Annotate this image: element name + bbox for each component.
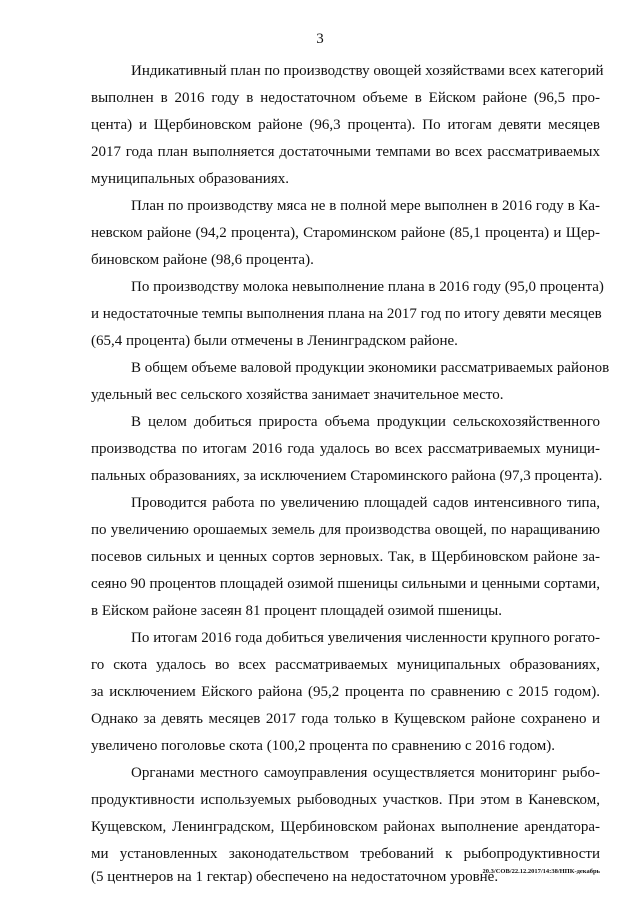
paragraph-line: Проводится работа по увеличению площадей садов интенсивного типа, <box>131 495 600 511</box>
paragraph-line: (65,4 процента) были отмечены в Ленинградском районе. <box>91 333 458 349</box>
paragraph-line: в Ейском районе засеян 81 процент площадей озимой пшеницы. <box>91 603 502 619</box>
paragraph-line: за исключением Ейского района (95,2 процента по сравнению с 2015 годом). <box>91 684 600 700</box>
paragraph-line: Индикативный план по производству овощей хозяйствами всех категорий <box>131 63 604 79</box>
document-footer-code: 20.3/СОВ/22.12.2017/14:38/НПК-декабрь <box>482 868 600 875</box>
paragraph-line: По производству молока невыполнение плана в 2016 году (95,0 процента) <box>131 279 604 295</box>
paragraph-line: В целом добиться прироста объема продукции сельскохозяйственного <box>131 414 600 430</box>
paragraph-line: биновском районе (98,6 процента). <box>91 252 314 268</box>
paragraph-line: производства по итогам 2016 года удалось во всех рассматриваемых муници- <box>91 441 600 457</box>
paragraph-line: невском районе (94,2 процента), Староминском районе (85,1 процента) и Щер- <box>91 225 600 241</box>
paragraph-line: выполнен в 2016 году в недостаточном объеме в Ейском районе (96,5 про- <box>91 90 600 106</box>
paragraph-line: ми установленных законодательством требований к рыбопродуктивности <box>91 846 600 862</box>
paragraph-line: муниципальных образованиях. <box>91 171 289 187</box>
paragraph-line: по увеличению орошаемых земель для производства овощей, по наращиванию <box>91 522 600 538</box>
paragraph-line: го скота удалось во всех рассматриваемых муниципальных образованиях, <box>91 657 600 673</box>
paragraph-line: увеличено поголовье скота (100,2 процента по сравнению с 2016 годом). <box>91 738 556 754</box>
paragraph-line: По итогам 2016 года добиться увеличения численности крупного рогато- <box>131 630 600 646</box>
paragraph-line: удельный вес сельского хозяйства занимает значительное место. <box>91 387 504 403</box>
paragraph-line: План по производству мяса не в полной мере выполнен в 2016 году в Ка- <box>131 198 600 214</box>
paragraph-line: сеяно 90 процентов площадей озимой пшеницы сильными и ценными сортами, <box>91 576 600 592</box>
paragraph-line: цента) и Щербиновском районе (96,3 процента). По итогам девяти месяцев <box>91 117 600 133</box>
paragraph-line: и недостаточные темпы выполнения плана на 2017 год по итогу девяти месяцев <box>91 306 602 322</box>
paragraph-line: Органами местного самоуправления осуществляется мониторинг рыбо- <box>131 765 600 781</box>
paragraph-line: продуктивности используемых рыбоводных участков. При этом в Каневском, <box>91 792 600 808</box>
page-number: 3 <box>316 31 324 47</box>
paragraph-line: пальных образованиях, за исключением Староминского района (97,3 процента). <box>91 468 603 484</box>
paragraph-line: В общем объеме валовой продукции экономики рассматриваемых районов <box>131 360 610 376</box>
paragraph-line: 2017 года план выполняется достаточными темпами во всех рассматриваемых <box>91 144 600 160</box>
paragraph-line: Кущевском, Ленинградском, Щербиновском районах выполнение арендатора- <box>91 819 600 835</box>
paragraph-line: (5 центнеров на 1 гектар) обеспечено на недостаточном уровне. <box>91 869 499 885</box>
paragraph-line: Однако за девять месяцев 2017 года только в Кущевском районе сохранено и <box>91 711 600 727</box>
paragraph-line: посевов сильных и ценных сортов зерновых. Так, в Щербиновском районе за- <box>91 549 600 565</box>
